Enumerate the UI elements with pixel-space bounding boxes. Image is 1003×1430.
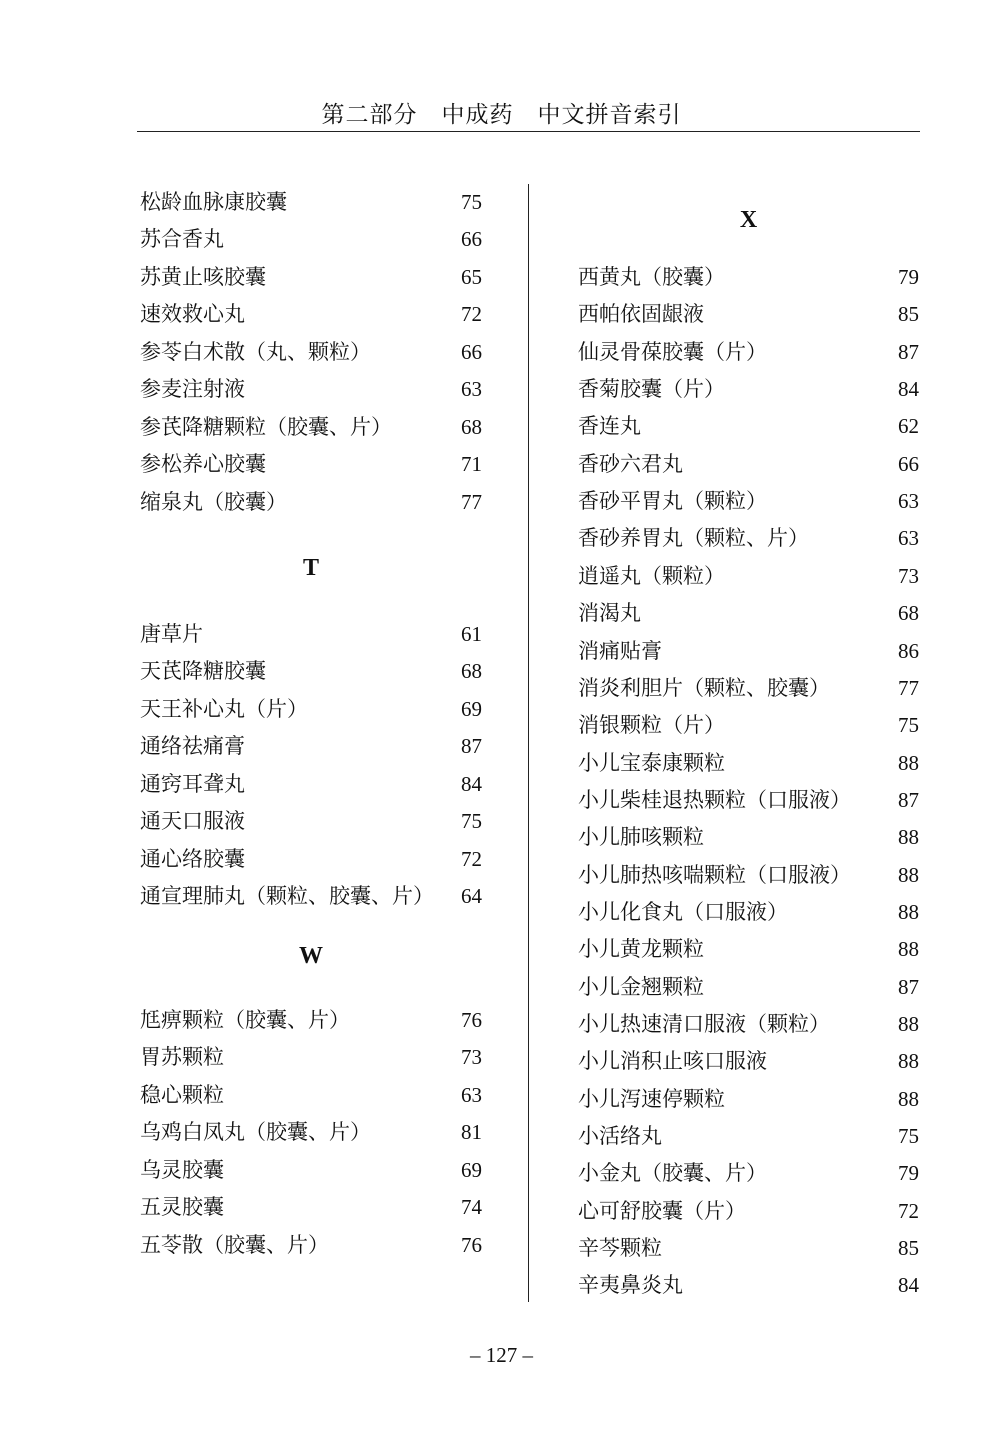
index-entry <box>140 1005 482 1035</box>
entry-page: 76 <box>461 1008 482 1032</box>
entry-name: 小儿泻速停颗粒 <box>578 1086 725 1111</box>
entry-page: 88 <box>898 1012 919 1036</box>
entry-name: 尪痹颗粒（胶囊、片） <box>140 1008 350 1032</box>
entry-page: 62 <box>898 414 919 439</box>
index-entry <box>140 881 482 911</box>
entry-page: 84 <box>461 771 482 796</box>
entry-page: 79 <box>898 1161 919 1186</box>
entry-name: 仙灵骨葆胶囊（片） <box>578 339 767 364</box>
entry-page: 68 <box>461 414 482 439</box>
entry-page: 66 <box>898 451 919 476</box>
entry-page: 74 <box>461 1195 482 1220</box>
entry-page: 61 <box>461 622 482 646</box>
index-entry <box>578 598 919 628</box>
entry-name: 通宣理肺丸（颗粒、胶囊、片） <box>140 884 434 909</box>
entry-page: 63 <box>461 377 482 402</box>
index-entry <box>140 487 482 517</box>
entry-page: 77 <box>898 675 919 700</box>
entry-page: 87 <box>898 339 919 364</box>
entry-page: 88 <box>898 1049 919 1074</box>
index-entry <box>140 337 482 367</box>
index-entry <box>140 224 482 254</box>
index-entry <box>140 1192 482 1222</box>
entry-page: 84 <box>898 377 919 402</box>
index-entry <box>578 636 919 666</box>
entry-page: 75 <box>898 1124 919 1149</box>
header-rule <box>137 131 920 132</box>
entry-name: 消炎利胆片（颗粒、胶囊） <box>578 675 830 700</box>
entry-name: 小儿黄龙颗粒 <box>578 937 704 962</box>
index-entry <box>140 374 482 404</box>
section-letter: W <box>299 943 323 969</box>
entry-page: 75 <box>898 713 919 738</box>
entry-name: 逍遥丸（颗粒） <box>578 563 725 588</box>
section-letter: X <box>739 207 758 233</box>
entry-page: 75 <box>461 809 482 834</box>
entry-name: 乌灵胶囊 <box>140 1157 224 1182</box>
entry-name: 参松养心胶囊 <box>140 452 266 477</box>
entry-name: 小儿宝泰康颗粒 <box>578 750 725 775</box>
index-entry <box>140 412 482 442</box>
index-entry <box>578 1084 919 1114</box>
entry-name: 通天口服液 <box>140 809 245 834</box>
entry-page: 65 <box>461 264 482 289</box>
entry-name: 小儿肺热咳喘颗粒（口服液） <box>578 862 851 887</box>
entry-name: 天王补心丸（片） <box>140 696 308 721</box>
entry-page: 81 <box>461 1120 482 1145</box>
index-entry <box>578 673 919 703</box>
entry-name: 苏黄止咳胶囊 <box>140 264 266 289</box>
entry-name: 小活络丸 <box>578 1124 662 1149</box>
index-entry <box>140 187 482 217</box>
entry-name: 消银颗粒（片） <box>578 713 725 738</box>
entry-name: 香砂养胃丸（颗粒、片） <box>578 526 809 551</box>
index-entry <box>140 1080 482 1110</box>
index-entry <box>578 1121 919 1151</box>
entry-name: 消渴丸 <box>578 601 641 626</box>
index-entry <box>578 337 919 367</box>
entry-page: 88 <box>898 862 919 887</box>
entry-page: 88 <box>898 937 919 962</box>
index-entry <box>578 748 919 778</box>
index-entry <box>140 449 482 479</box>
index-entry <box>140 299 482 329</box>
index-entry <box>578 561 919 591</box>
entry-name: 天芪降糖胶囊 <box>140 659 266 684</box>
index-entry <box>578 1046 919 1076</box>
entry-name: 松龄血脉康胶囊 <box>140 190 287 214</box>
index-entry <box>578 934 919 964</box>
page-number: – 127 – <box>470 1343 533 1367</box>
entry-name: 小儿柴桂退热颗粒（口服液） <box>578 787 851 812</box>
entry-name: 西帕依固龈液 <box>578 302 704 327</box>
entry-page: 88 <box>898 825 919 850</box>
entry-name: 香菊胶囊（片） <box>578 377 725 402</box>
entry-page: 63 <box>898 526 919 551</box>
index-entry <box>140 1042 482 1072</box>
entry-page: 85 <box>898 302 919 327</box>
index-entry <box>578 1158 919 1188</box>
entry-page: 72 <box>461 846 482 871</box>
index-entry <box>578 897 919 927</box>
entry-page: 73 <box>461 1045 482 1070</box>
entry-page: 69 <box>461 696 482 721</box>
index-entry <box>578 822 919 852</box>
entry-name: 小儿金翘颗粒 <box>578 974 704 999</box>
entry-page: 85 <box>898 1236 919 1261</box>
entry-page: 64 <box>461 884 482 909</box>
entry-page: 84 <box>898 1273 919 1298</box>
entry-name: 香砂六君丸 <box>578 451 683 476</box>
index-entry <box>578 374 919 404</box>
index-entry <box>140 844 482 874</box>
index-entry <box>140 262 482 292</box>
entry-page: 69 <box>461 1157 482 1182</box>
index-entry <box>140 656 482 686</box>
index-entry <box>140 1155 482 1185</box>
entry-name: 小金丸（胶囊、片） <box>578 1161 767 1186</box>
entry-page: 77 <box>461 489 482 514</box>
entry-name: 消痛贴膏 <box>578 638 662 663</box>
entry-page: 73 <box>898 563 919 588</box>
entry-name: 乌鸡白凤丸（胶囊、片） <box>140 1120 371 1145</box>
index-entry <box>578 523 919 553</box>
entry-page: 87 <box>461 734 482 759</box>
index-entry <box>578 1009 919 1039</box>
entry-page: 66 <box>461 227 482 252</box>
entry-page: 87 <box>898 974 919 999</box>
index-entry <box>578 1233 919 1263</box>
entry-page: 75 <box>461 190 482 214</box>
index-entry <box>578 449 919 479</box>
entry-name: 小儿热速清口服液（颗粒） <box>578 1012 830 1036</box>
index-entry <box>578 860 919 890</box>
entry-page: 68 <box>898 601 919 626</box>
entry-page: 66 <box>461 339 482 364</box>
entry-page: 63 <box>461 1082 482 1107</box>
index-entry <box>140 769 482 799</box>
entry-page: 76 <box>461 1232 482 1257</box>
entry-page: 68 <box>461 659 482 684</box>
entry-name: 心可舒胶囊（片） <box>578 1198 746 1223</box>
index-entry <box>140 1230 482 1260</box>
index-entry <box>578 1270 919 1300</box>
entry-page: 79 <box>898 265 919 289</box>
entry-name: 小儿肺咳颗粒 <box>578 825 704 850</box>
entry-page: 88 <box>898 899 919 924</box>
entry-name: 胃苏颗粒 <box>140 1045 224 1070</box>
index-entry <box>578 262 919 292</box>
page-header-title: 第二部分 中成药 中文拼音索引 <box>321 102 682 128</box>
index-entry <box>578 972 919 1002</box>
entry-name: 香砂平胃丸（颗粒） <box>578 489 767 514</box>
entry-name: 五灵胶囊 <box>140 1195 224 1220</box>
entry-name: 参苓白术散（丸、颗粒） <box>140 339 371 364</box>
entry-page: 87 <box>898 787 919 812</box>
index-entry <box>578 785 919 815</box>
entry-name: 通心络胶囊 <box>140 846 245 871</box>
entry-name: 小儿消积止咳口服液 <box>578 1049 767 1074</box>
entry-name: 缩泉丸（胶囊） <box>140 489 287 514</box>
column-divider <box>528 184 529 1302</box>
entry-page: 71 <box>461 452 482 477</box>
entry-name: 香连丸 <box>578 414 641 439</box>
index-entry <box>578 411 919 441</box>
index-entry <box>578 710 919 740</box>
index-entry <box>578 486 919 516</box>
section-letter: T <box>302 555 319 581</box>
entry-name: 苏合香丸 <box>140 227 224 252</box>
entry-page: 72 <box>898 1198 919 1223</box>
entry-page: 88 <box>898 1086 919 1111</box>
entry-name: 参麦注射液 <box>140 377 245 402</box>
entry-name: 小儿化食丸（口服液） <box>578 899 788 924</box>
entry-name: 唐草片 <box>140 622 203 646</box>
entry-name: 通络祛痛膏 <box>140 734 245 759</box>
index-entry <box>578 1196 919 1226</box>
index-entry <box>140 731 482 761</box>
entry-name: 辛芩颗粒 <box>578 1236 662 1261</box>
index-entry <box>140 694 482 724</box>
entry-page: 88 <box>898 750 919 775</box>
entry-page: 63 <box>898 489 919 514</box>
entry-name: 稳心颗粒 <box>140 1082 224 1107</box>
entry-name: 辛夷鼻炎丸 <box>578 1273 683 1298</box>
entry-page: 72 <box>461 302 482 327</box>
index-entry <box>578 299 919 329</box>
index-entry <box>140 619 482 649</box>
index-entry <box>140 1117 482 1147</box>
entry-name: 速效救心丸 <box>140 302 245 327</box>
entry-name: 五苓散（胶囊、片） <box>140 1232 329 1257</box>
entry-name: 通窍耳聋丸 <box>140 771 245 796</box>
index-entry <box>140 806 482 836</box>
entry-page: 86 <box>898 638 919 663</box>
entry-name: 西黄丸（胶囊） <box>578 265 725 289</box>
entry-name: 参芪降糖颗粒（胶囊、片） <box>140 414 392 439</box>
